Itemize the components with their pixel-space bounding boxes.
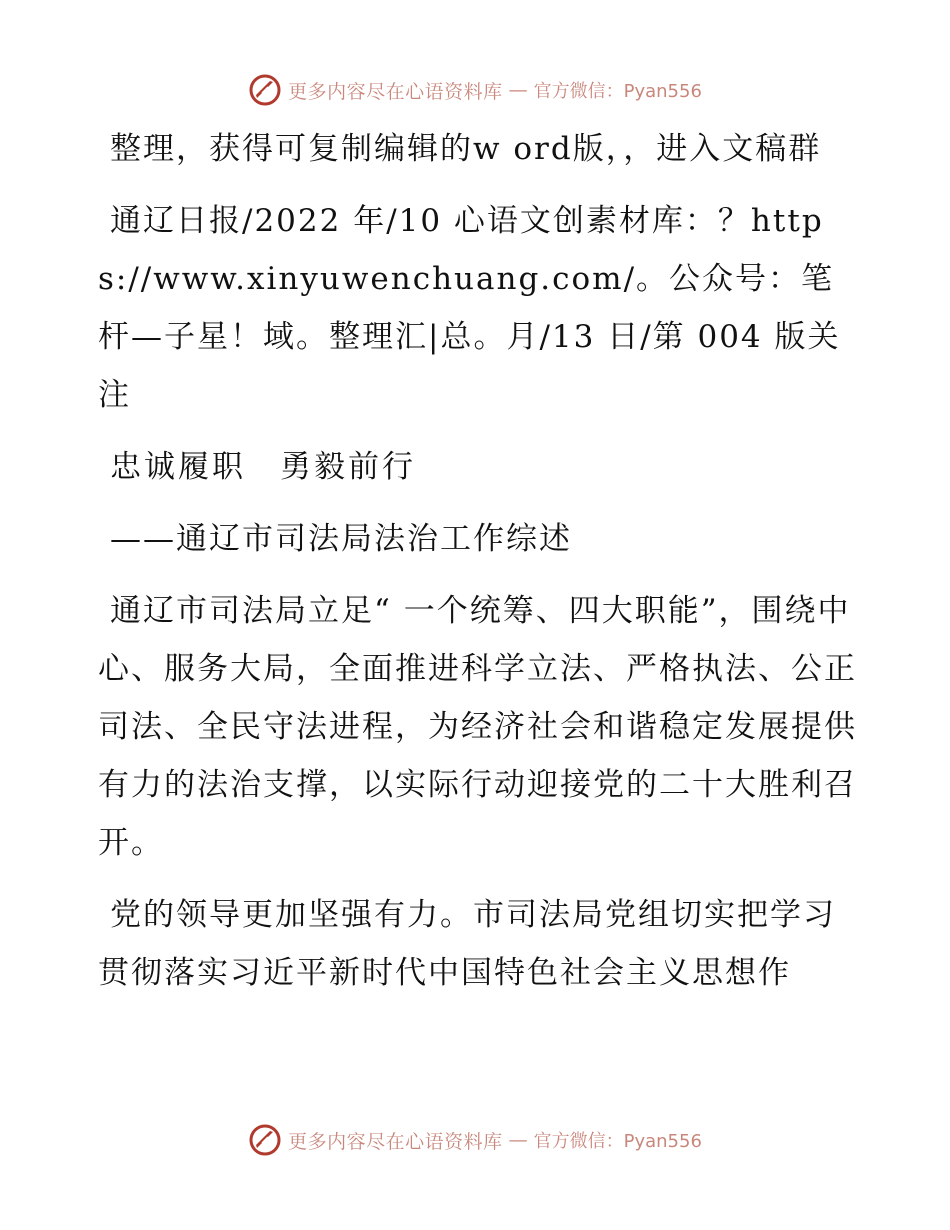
article-subtitle: ——通辽市司法局法治工作综述 — [110, 521, 572, 557]
banner-separator: — — [508, 79, 528, 101]
banner-title: 更多内容尽在心语资料库 — [288, 80, 503, 103]
paragraph-body-1: 通辽市司法局立足“ 一个统筹、四大职能”，围绕中心、服务大局，全面推进科学立法、严格执法、公正司法、全民守法进程，为经济社会和谐稳定发展提供有力的法治支撑，以实际行动迎接党的二十大胜利召开。 — [98, 593, 857, 861]
paragraph-intro: 整理，获得可复制编辑的w ord版，，进入文稿群 — [110, 131, 822, 167]
banner-wechat: 官方微信：Pyan556 — [533, 81, 702, 102]
article-title: 忠诚履职 勇毅前行 — [110, 449, 416, 485]
footer-banner — [0, 1120, 950, 1160]
header-banner — [0, 70, 950, 110]
banner-title: 更多内容尽在心语资料库 — [288, 1130, 503, 1153]
paragraph-body-2: 党的领导更加坚强有力。市司法局党组切实把学习贯彻落实习近平新时代中国特色社会主义思想作 — [98, 897, 836, 991]
quill-seal-icon — [248, 1123, 282, 1157]
paragraph-source: 通辽日报/2022 年/10 心语文创素材库：？https://www.xinyuwenchuang.com/。公众号：笔杆—子星！域。整理汇|总。月/13 日/第 004 版关注 — [98, 203, 841, 413]
quill-seal-icon — [248, 73, 282, 107]
banner-separator: — — [508, 1129, 528, 1151]
document-body — [98, 120, 858, 1016]
banner-wechat: 官方微信：Pyan556 — [533, 1131, 702, 1152]
